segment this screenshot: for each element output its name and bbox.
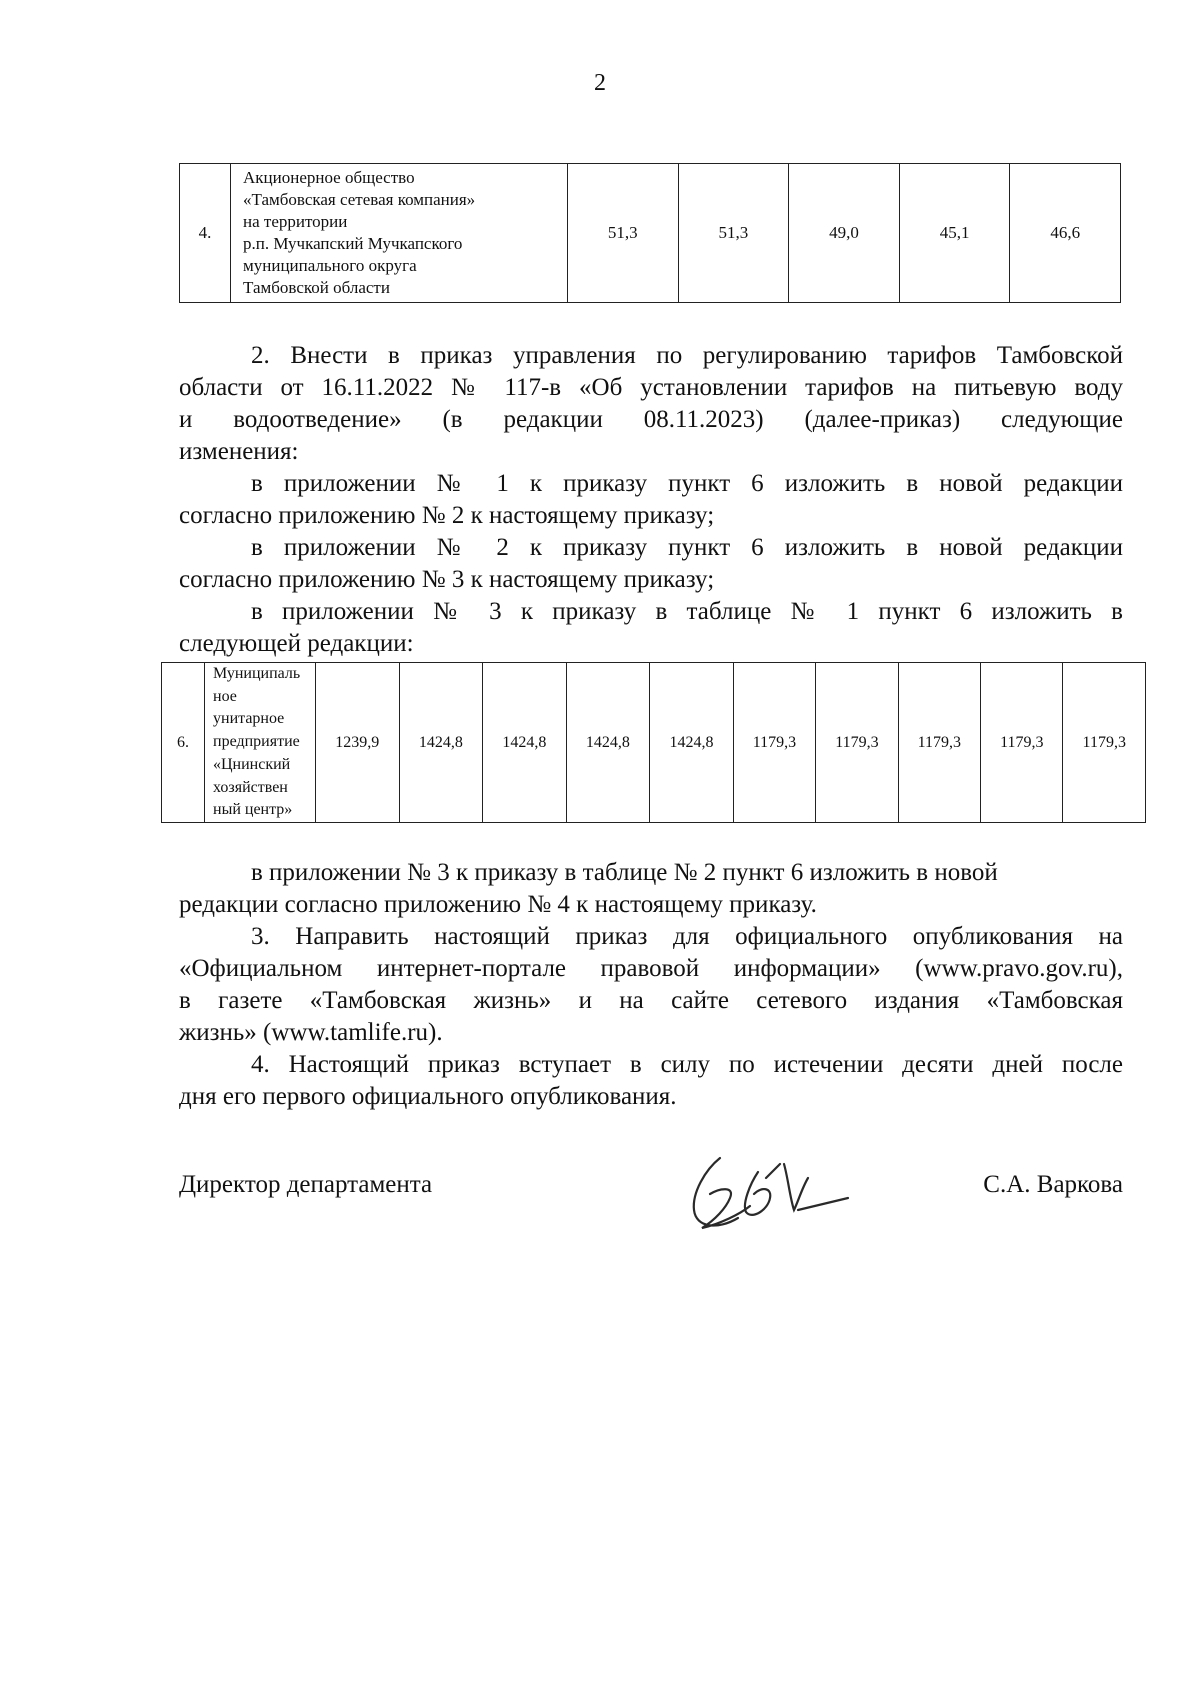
tariff-value: 1179,3 [1063,663,1146,823]
tariff-value: 1424,8 [399,663,483,823]
table-row [162,663,1146,823]
org-line: р.п. Мучкапский Мучкапского [243,234,463,253]
tariff-value: 1424,8 [650,663,734,823]
tariff-value: 51,3 [678,164,789,303]
org-line: предприятие [213,733,300,751]
org-line: Муниципаль [213,665,301,682]
text-line: и водоотведение» (в редакции 08.11.2023) (далее-приказ) следующие [179,406,1123,433]
org-line: «Тамбовская сетевая компания» [243,189,476,209]
paragraph-2 [179,340,1123,660]
text-line: следующей редакции: [179,630,414,657]
tariff-value: 1179,3 [898,663,980,823]
tariff-value: 1424,8 [566,663,650,823]
tariff-value: 1179,3 [733,663,815,823]
tariff-value: 1179,3 [816,663,898,823]
text-line: 3. Направить настоящий приказ для официального опубликования на [251,923,1123,950]
text-line: 4. Настоящий приказ вступает в силу по истечении десяти дней после [251,1051,1123,1078]
text-line: в приложении № 2 к приказу пункт 6 изложить в новой редакции [251,534,1123,561]
text-line: в приложении № 3 к приказу в таблице № 1 пункт 6 изложить в [251,598,1123,625]
text-line: в газете «Тамбовская жизнь» и на сайте сетевого издания «Тамбовская [179,987,1123,1014]
text-line: изменения: [179,438,299,465]
org-line: Тамбовской области [243,278,390,298]
text-line: области от 16.11.2022 № 117-в «Об установлении тарифов на питьевую воду [179,374,1123,401]
tariff-value: 1424,8 [483,663,567,823]
handwritten-signature [680,1148,855,1238]
text-line: редакции согласно приложению № 4 к настоящему приказу. [179,891,817,918]
signatory-name: С.А. Варкова [983,1171,1123,1198]
text-line: «Официальном интернет-портале правовой информации» (www.pravo.gov.ru), [179,955,1123,982]
text-line: согласно приложению № 3 к настоящему приказу; [179,566,715,593]
text-line: согласно приложению № 2 к настоящему приказу; [179,502,715,529]
org-line: унитарное [213,710,285,728]
tariff-value: 46,6 [1010,164,1121,303]
org-line: «Цнинский [213,755,291,773]
org-line: на территории [243,211,348,231]
organization-name [205,663,316,823]
row-number: 4. [180,164,231,303]
text-line: дня его первого официального опубликования. [179,1083,677,1110]
signatory-title: Директор департамента [179,1171,433,1198]
tariff-value: 45,1 [899,164,1010,303]
tariff-value: 49,0 [789,164,900,303]
table-row [180,164,1121,303]
tariff-table-1 [179,163,1121,303]
paragraphs-3-4 [179,857,1123,1113]
text-line: в приложении № 3 к приказу в таблице № 2 пункт 6 изложить в новой [251,859,998,886]
tariff-value: 1179,3 [981,663,1063,823]
page-number: 2 [594,70,606,96]
organization-name [231,164,568,303]
text-line: жизнь» (www.tamlife.ru). [179,1019,443,1046]
org-line: ный центр» [213,801,293,819]
tariff-table-2 [161,662,1146,823]
org-line: ное [213,687,237,705]
org-line: муниципального округа [243,256,417,276]
org-line: Акционерное общество [243,167,415,187]
tariff-value: 51,3 [568,164,679,303]
row-number: 6. [162,663,205,823]
org-line: хозяйствен [213,778,288,796]
text-line: 2. Внести в приказ управления по регулированию тарифов Тамбовской [251,342,1123,369]
text-line: в приложении № 1 к приказу пункт 6 изложить в новой редакции [251,470,1123,497]
tariff-value: 1239,9 [316,663,400,823]
